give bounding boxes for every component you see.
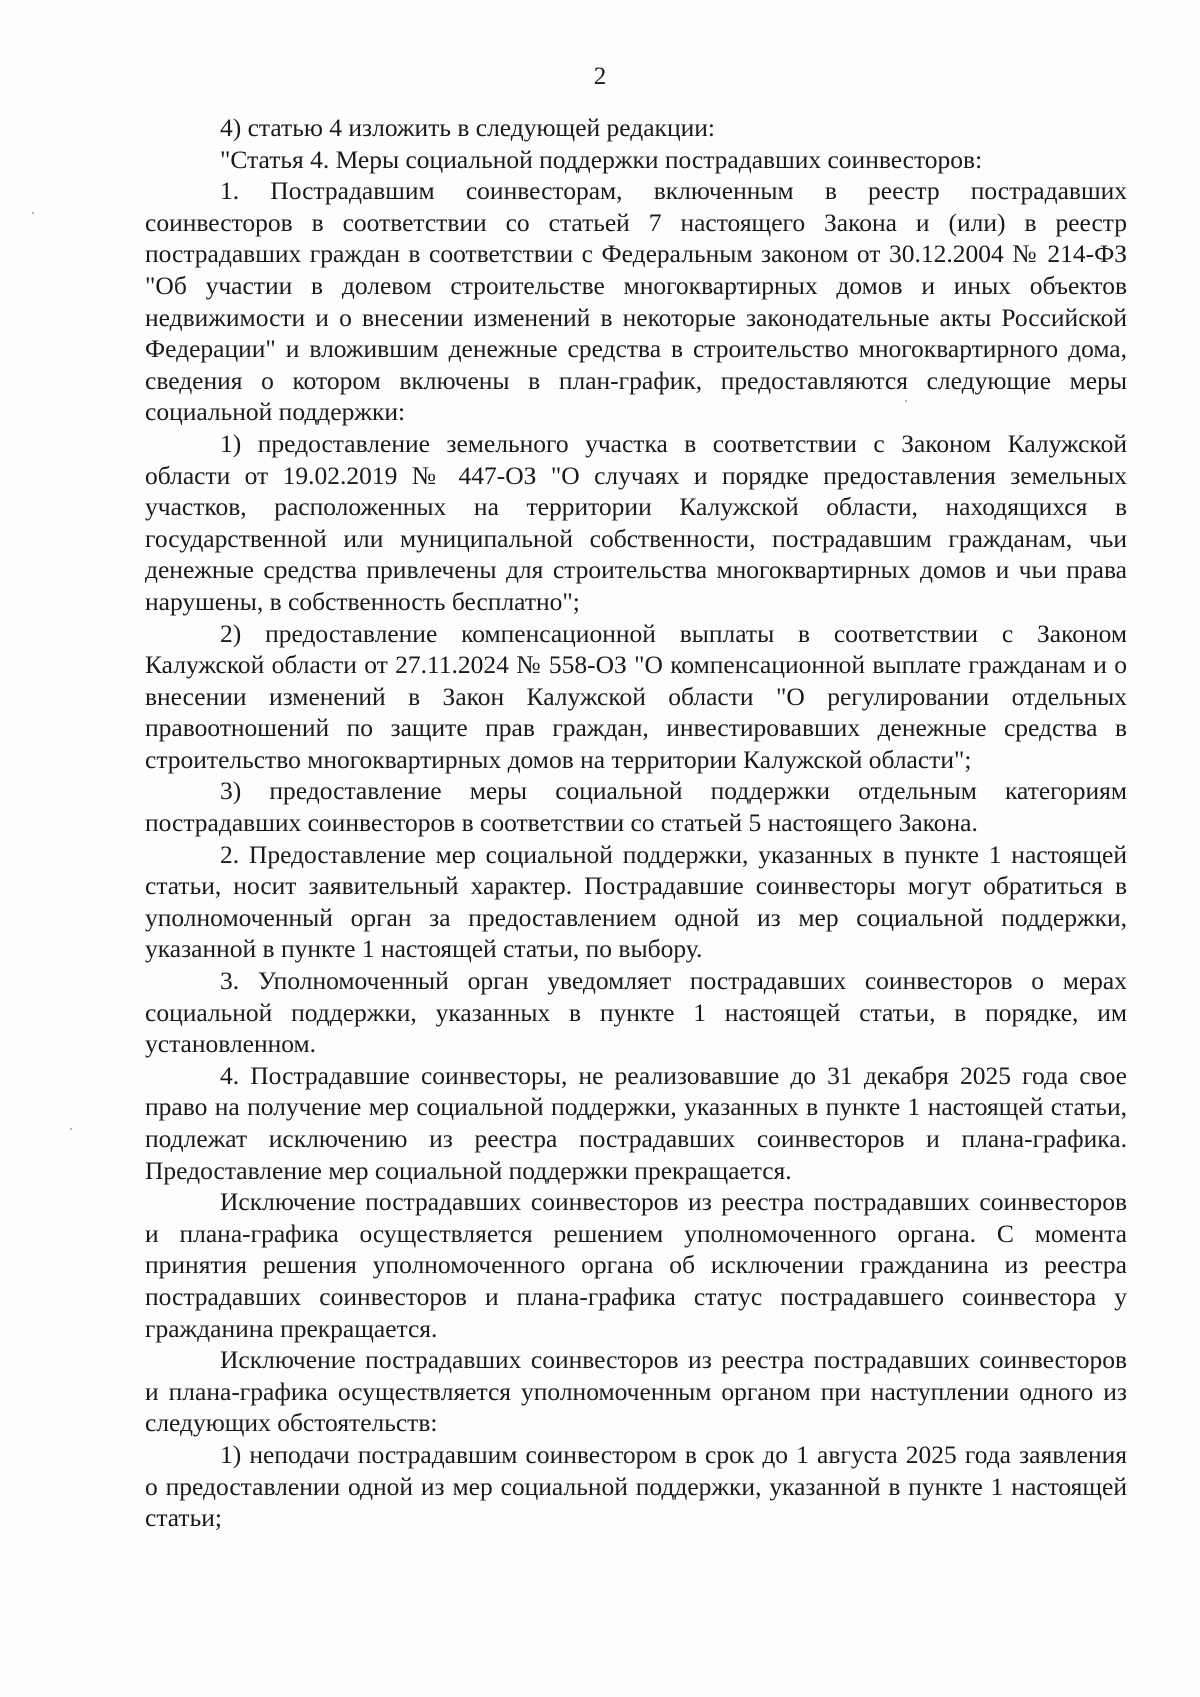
- paragraph-ground-1: 1) неподачи пострадавшим соинвестором в срок до 1 августа 2025 года заявления о предоставлении одной из мер социальной поддержки, указанной в пункте 1 настоящей статьи;: [145, 1439, 1127, 1533]
- paragraph-clause-1: 1. Пострадавшим соинвесторам, включенным в реестр пострадавших соинвесторов в соответствии со статьей 7 настоящего Закона и (или) в реестр пострадавших граждан в соответствии с Федеральным законом от 30.12.2004 № 214-ФЗ "Об участии в долевом строительстве многоквартирных домов и иных объектов недвижимости и о внесении изменений в некоторые законодательные акты Российской Федерации" и вложившим денежные средства в строительство многоквартирного дома, сведения о котором включены в план-график, предоставляются следующие меры социальной поддержки:: [145, 176, 1127, 427]
- paragraph-article-title: "Статья 4. Меры социальной поддержки пострадавших соинвесторов:: [220, 144, 983, 174]
- page-number: 2: [593, 63, 607, 90]
- scan-speck: [32, 212, 34, 214]
- scan-speck: [905, 400, 907, 402]
- paragraph-clause-4: 4. Пострадавшие соинвесторы, не реализовавшие до 31 декабря 2025 года свое право на получение мер социальной поддержки, указанных в пункте 1 настоящей статьи, подлежат исключению из реестра пострадавших соинвесторов и плана-графика. Предоставление мер социальной поддержки прекращается.: [145, 1060, 1127, 1185]
- paragraph-subclause-2: 2) предоставление компенсационной выплаты в соответствии с Законом Калужской области от 27.11.2024 № 558-ОЗ "О компенсационной выплате гражданам и о внесении изменений в Закон Калужской области "О регулировании отдельных правоотношений по защите прав граждан, инвестировавших денежные средства в строительство многоквартирных домов на территории Калужской области";: [145, 618, 1127, 774]
- paragraph-clause-2: 2. Предоставление мер социальной поддержки, указанных в пункте 1 настоящей статьи, носит заявительный характер. Пострадавшие соинвесторы могут обратиться в уполномоченный орган за предоставлением одной из мер социальной поддержки, указанной в пункте 1 настоящей статьи, по выбору.: [145, 839, 1127, 964]
- paragraph-subclause-3: 3) предоставление меры социальной поддержки отдельным категориям пострадавших соинвесторов в соответствии со статьей 5 настоящего Закона.: [145, 776, 1127, 838]
- paragraph-subclause-1: 1) предоставление земельного участка в соответствии с Законом Калужской области от 19.02.2019 № 447-ОЗ "О случаях и порядке предоставления земельных участков, расположенных на территории Калужской области, находящихся в государственной или муниципальной собственности, пострадавшим гражданам, чьи денежные средства привлечены для строительства многоквартирных домов и чьи права нарушены, в собственность бесплатно";: [145, 428, 1127, 616]
- document-body: [145, 112, 1127, 1534]
- scan-speck: [70, 1128, 72, 1130]
- paragraph-clause-3: 3. Уполномоченный орган уведомляет пострадавших соинвесторов о мерах социальной поддержки, указанных в пункте 1 настоящей статьи, в порядке, им установленном.: [145, 966, 1127, 1059]
- paragraph-exclusion-decision: Исключение пострадавших соинвесторов из реестра пострадавших соинвесторов и плана-графика осуществляется решением уполномоченного органа. С момента принятия решения уполномоченного органа об исключении гражданина из реестра пострадавших соинвесторов и плана-графика статус пострадавшего соинвестора у гражданина прекращается.: [145, 1187, 1127, 1343]
- paragraph-amendment-intro: 4) статью 4 изложить в следующей редакции:: [220, 113, 715, 142]
- paragraph-exclusion-grounds: Исключение пострадавших соинвесторов из реестра пострадавших соинвесторов и плана-графика осуществляется уполномоченным органом при наступлении одного из следующих обстоятельств:: [145, 1345, 1127, 1438]
